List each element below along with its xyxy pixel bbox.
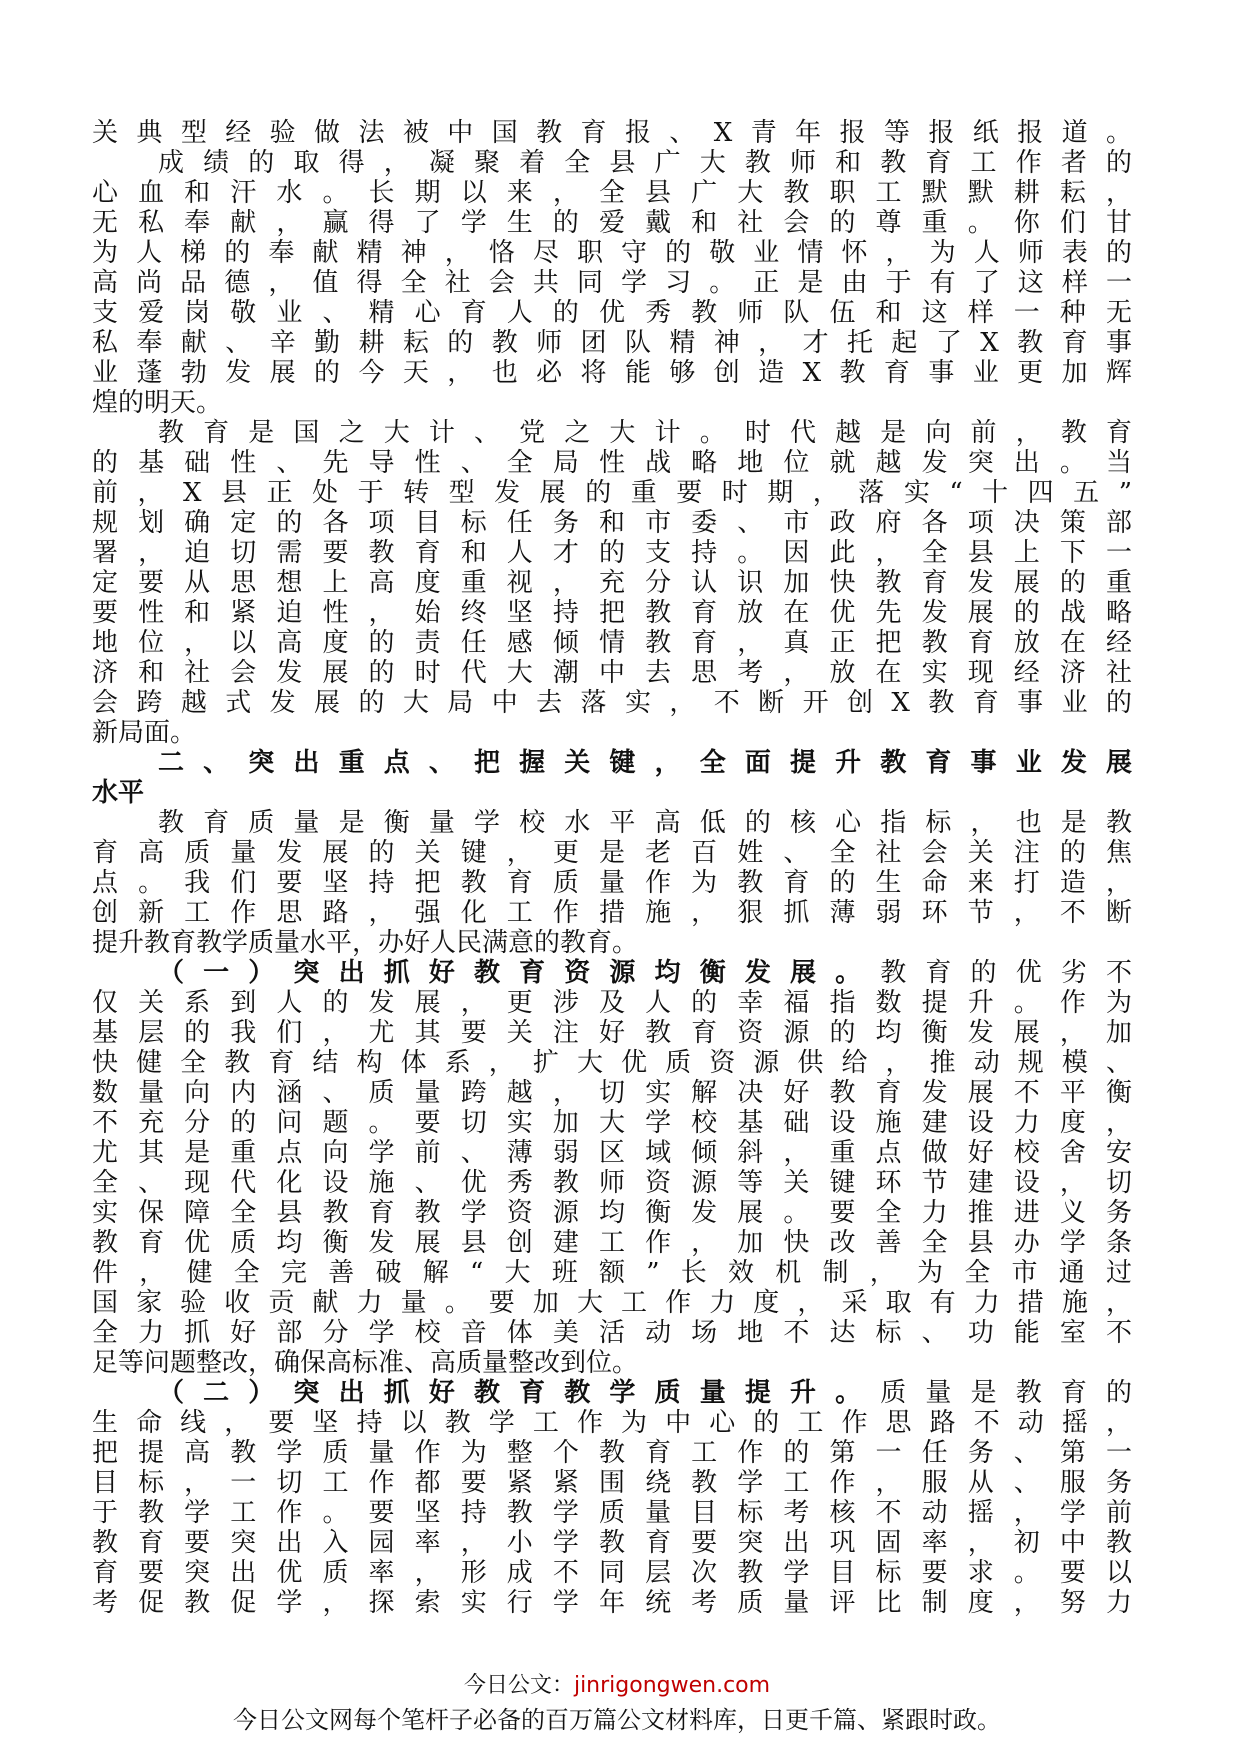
footer-site-link[interactable]: jinrigongwen.com	[573, 1673, 771, 1698]
text-line: 规划确定的各项目标任务和市委、市政府各项决策部	[92, 508, 1132, 538]
footer-site-label: 今日公文：	[463, 1673, 574, 1698]
text-line: 支爱岗敬业、精心育人的优秀教师队伍和这样一种无	[92, 298, 1132, 328]
text-line: 济和社会发展的时代大潮中去思考，放在实现经济社	[92, 658, 1132, 688]
text-line: 目标，一切工作都要紧紧围绕教学工作，服从、服务	[92, 1468, 1132, 1498]
text-line: 关典型经验做法被中国教育报、X青年报等报纸报道。	[92, 118, 1132, 148]
text-line: 新局面。	[92, 718, 197, 748]
footer-site	[0, 1668, 1234, 1699]
text-line: 为人梯的奉献精神，恪尽职守的敬业情怀，为人师表的	[92, 238, 1132, 268]
text-line: 心血和汗水。长期以来，全县广大教职工默默耕耘，	[92, 178, 1132, 208]
text-line: 创新工作思路，强化工作措施，狠抓薄弱环节，不断	[92, 898, 1132, 928]
text-line: 煌的明天。	[92, 388, 223, 418]
text-line: 把提高教学质量作为整个教育工作的第一任务、第一	[92, 1438, 1132, 1468]
text-line: 私奉献、辛勤耕耘的教师团队精神，才托起了X教育事	[92, 328, 1132, 358]
text-line: 实保障全县教育教学资源均衡发展。要全力推进义务	[92, 1198, 1132, 1228]
document-body	[92, 118, 1132, 1618]
footer-slogan: 今日公文网每个笔杆子必备的百万篇公文材料库，日更千篇、紧跟时政。	[233, 1706, 1001, 1734]
text-line: 业蓬勃发展的今天，也必将能够创造X教育事业更加辉	[92, 358, 1132, 388]
text-line: 教育优质均衡发展县创建工作，加快改善全县办学条	[92, 1228, 1132, 1258]
text-line: 全力抓好部分学校音体美活动场地不达标、功能室不	[92, 1318, 1132, 1348]
text-line: 件，健全完善破解“大班额”长效机制，为全市通过	[92, 1258, 1132, 1288]
text-line: 不充分的问题。要切实加大学校基础设施建设力度，	[92, 1108, 1132, 1138]
text-line: 全、现代化设施、优秀教师资源等关键环节建设，切	[92, 1168, 1132, 1198]
text-line: 国家验收贡献力量。要加大工作力度，采取有力措施，	[92, 1288, 1132, 1318]
text-line: 育高质量发展的关键，更是老百姓、全社会关注的焦	[92, 838, 1132, 868]
subsection-text: 教育的优劣不	[880, 958, 1132, 988]
text-line: 足等问题整改，确保高标准、高质量整改到位。	[92, 1348, 639, 1378]
text-line: 要性和紧迫性，始终坚持把教育放在优先发展的战略	[92, 598, 1132, 628]
text-line: 点。我们要坚持把教育质量作为教育的生命来打造，	[92, 868, 1132, 898]
text-line: 署，迫切需要教育和人才的支持。因此，全县上下一	[92, 538, 1132, 568]
text-line: 快健全教育结构体系，扩大优质资源供给，推动规模、	[92, 1048, 1132, 1078]
text-line: 基层的我们，尤其要关注好教育资源的均衡发展，加	[92, 1018, 1132, 1048]
text-line: 尤其是重点向学前、薄弱区域倾斜，重点做好校舍安	[92, 1138, 1132, 1168]
text-line: 提升教育教学质量水平，办好人民满意的教育。	[92, 928, 639, 958]
subsection-text: 质量是教育的	[880, 1378, 1132, 1408]
text-line: 的基础性、先导性、全局性战略地位就越发突出。当	[92, 448, 1132, 478]
text-line: 高尚品德，值得全社会共同学习。正是由于有了这样一	[92, 268, 1132, 298]
subsection-heading: （一）突出抓好教育资源均衡发展。	[158, 958, 881, 988]
text-line: 前，X县正处于转型发展的重要时期，落实“十四五”	[92, 478, 1132, 508]
subsection-heading: （二）突出抓好教育教学质量提升。	[158, 1378, 881, 1408]
text-line: 于教学工作。要坚持教学质量目标考核不动摇，学前	[92, 1498, 1132, 1528]
subsection-line	[92, 1378, 1132, 1408]
section-heading: 二、突出重点、把握关键，全面提升教育事业发展	[158, 748, 1132, 778]
paragraph-start-line: 成绩的取得，凝聚着全县广大教师和教育工作者的	[158, 148, 1132, 178]
text-line: 仅关系到人的发展，更涉及人的幸福指数提升。作为	[92, 988, 1132, 1018]
text-line: 数量向内涵、质量跨越，切实解决好教育发展不平衡	[92, 1078, 1132, 1108]
text-line: 育要突出优质率，形成不同层次教学目标要求。要以	[92, 1558, 1132, 1588]
subsection-line	[92, 958, 1132, 988]
paragraph-start-line: 教育是国之大计、党之大计。时代越是向前，教育	[158, 418, 1132, 448]
text-line: 教育要突出入园率，小学教育要突出巩固率，初中教	[92, 1528, 1132, 1558]
text-line: 地位，以高度的责任感倾情教育，真正把教育放在经	[92, 628, 1132, 658]
text-line: 无私奉献，赢得了学生的爱戴和社会的尊重。你们甘	[92, 208, 1132, 238]
text-line: 会跨越式发展的大局中去落实，不断开创X教育事业的	[92, 688, 1132, 718]
section-heading: 水平	[92, 778, 145, 808]
text-line: 考促教促学，探索实行学年统考质量评比制度，努力	[92, 1588, 1132, 1618]
text-line: 定要从思想上高度重视，充分认识加快教育发展的重	[92, 568, 1132, 598]
paragraph-start-line: 教育质量是衡量学校水平高低的核心指标，也是教	[158, 808, 1132, 838]
text-line: 生命线，要坚持以教学工作为中心的工作思路不动摇，	[92, 1408, 1132, 1438]
